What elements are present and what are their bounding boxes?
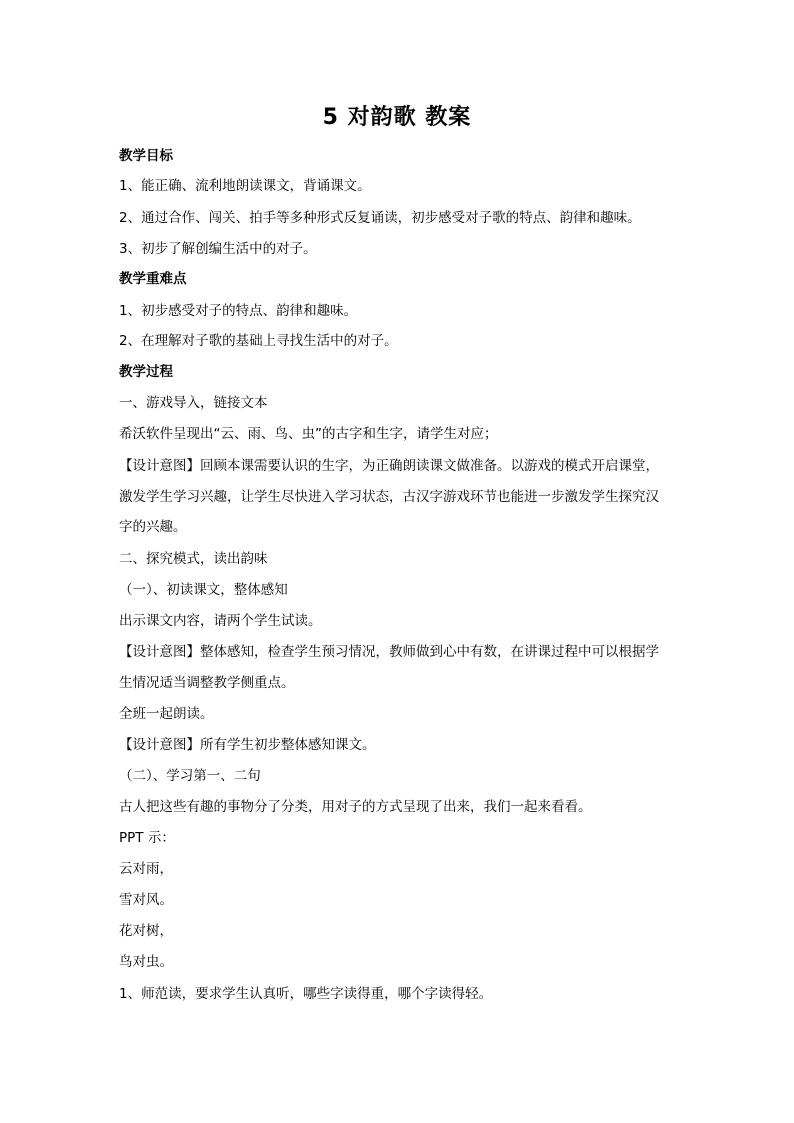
poem-line: 云对雨， xyxy=(119,861,173,877)
paragraph-line: 1、师范读，要求学生认真听，哪些字读得重，哪个字读得轻。 xyxy=(119,986,493,1002)
paragraph-line: 生情况适当调整教学侧重点。 xyxy=(119,675,295,691)
paragraph-line: 【设计意图】所有学生初步整体感知课文。 xyxy=(119,737,376,753)
paragraph-line: 2、在理解对子歌的基础上寻找生活中的对子。 xyxy=(119,333,398,349)
paragraph-line: 【设计意图】整体感知，检查学生预习情况，教师做到心中有数，在讲课过程中可以根据学 xyxy=(119,644,659,660)
paragraph-line: 二、探究模式，读出韵味 xyxy=(119,551,268,567)
paragraph-line: 出示课文内容，请两个学生试读。 xyxy=(119,613,322,629)
section-heading-teaching-goals: 教学目标 xyxy=(119,148,173,164)
paragraph-line: 【设计意图】回顾本课需要认识的生字，为正确朗读课文做准备。以游戏的模式开启课堂， xyxy=(119,458,659,474)
paragraph-line: 3、初步了解创编生活中的对子。 xyxy=(119,241,317,257)
paragraph-line: 全班一起朗读。 xyxy=(119,706,214,722)
paragraph-line: 一、游戏导入，链接文本 xyxy=(119,395,268,411)
paragraph-line: PPT 示： xyxy=(119,830,175,846)
paragraph-line: （二）、学习第一、二句 xyxy=(119,768,261,784)
document-title: 5 对韵歌 教案 xyxy=(322,105,472,130)
paragraph-line: 1、初步感受对子的特点、韵律和趣味。 xyxy=(119,303,358,319)
paragraph-line: 古人把这些有趣的事物分了分类，用对子的方式呈现了出来，我们一起来看看。 xyxy=(119,799,592,815)
poem-line: 雪对风。 xyxy=(119,892,173,908)
paragraph-line: 1、能正确、流利地朗读课文，背诵课文。 xyxy=(119,178,371,194)
paragraph-line: （一）、初读课文，整体感知 xyxy=(119,582,288,598)
section-heading-key-difficulties: 教学重难点 xyxy=(119,271,187,287)
poem-line: 鸟对虫。 xyxy=(119,954,173,970)
paragraph-line: 希沃软件呈现出“云、雨、鸟、虫”的古字和生字，请学生对应； xyxy=(119,426,498,442)
paragraph-line: 字的兴趣。 xyxy=(119,519,187,535)
paragraph-line: 2、通过合作、闯关、拍手等多种形式反复诵读，初步感受对子歌的特点、韵律和趣味。 xyxy=(119,210,641,226)
paragraph-line: 激发学生学习兴趣，让学生尽快进入学习状态，古汉字游戏环节也能进一步激发学生探究汉 xyxy=(119,489,659,505)
poem-line: 花对树， xyxy=(119,923,173,939)
section-heading-teaching-process: 教学过程 xyxy=(119,364,173,380)
